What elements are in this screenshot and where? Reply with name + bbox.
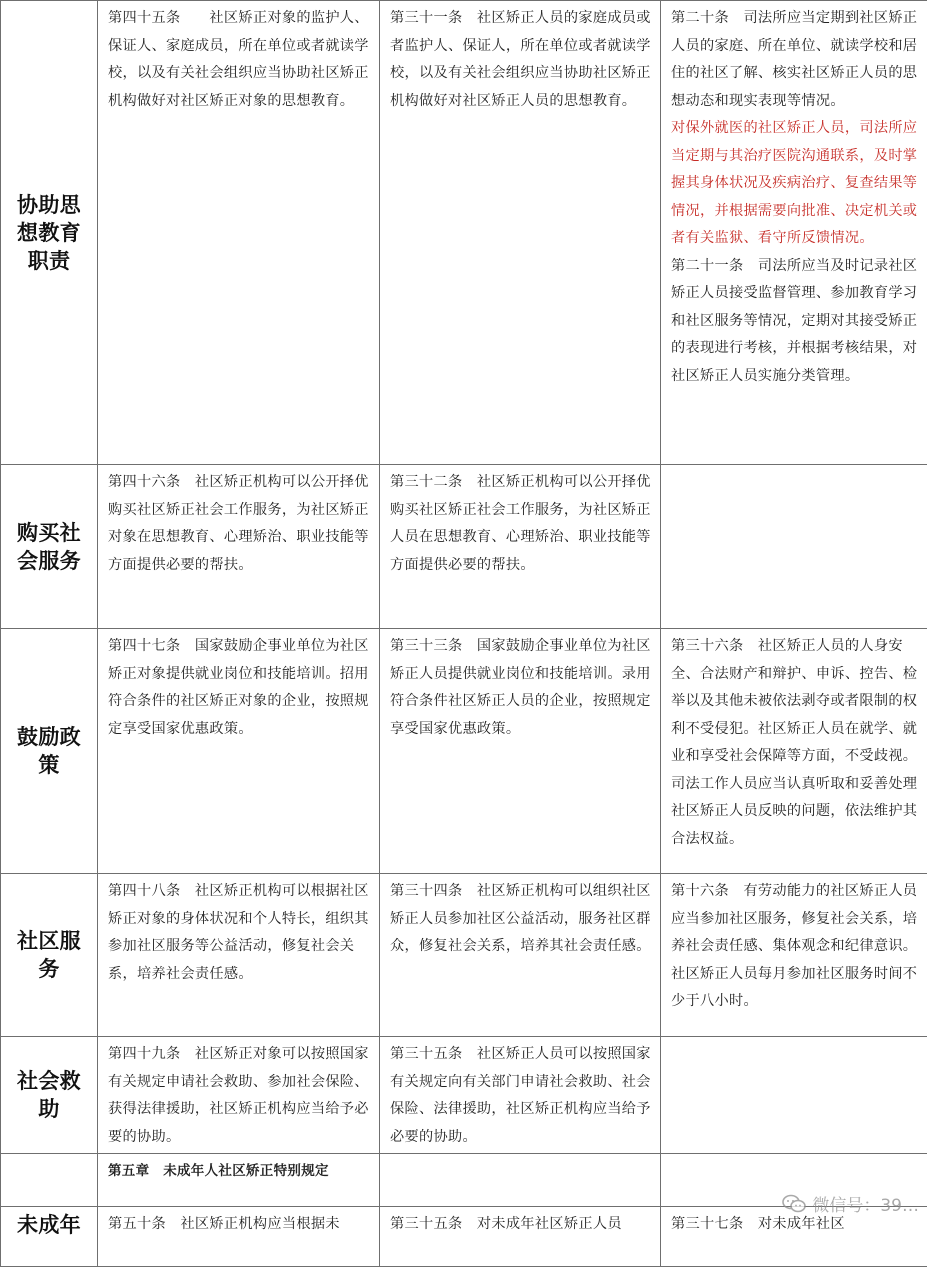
row-topic: 购买社会服务 [1, 465, 98, 629]
article-text: 第三十五条 对未成年社区矫正人员 [390, 1211, 652, 1239]
article-text: 第三十三条 国家鼓励企事业单位为社区矫正人员提供就业岗位和技能培训。录用符合条件社区矫正人员的企业，按照规定享受国家优惠政策。 [390, 633, 652, 743]
article-cell-old-measures [380, 1, 661, 465]
row-topic: 协助思想教育职责 [1, 1, 98, 465]
table-row [1, 1037, 927, 1154]
article-text: 第五十条 社区矫正机构应当根据未 [108, 1211, 371, 1239]
watermark [782, 1191, 919, 1216]
article-text: 第四十六条 社区矫正机构可以公开择优购买社区矫正社会工作服务，为社区矫正对象在思想教育、心理矫治、职业技能等方面提供必要的帮扶。 [108, 469, 371, 579]
chapter-heading: 第五章 未成年人社区矫正特别规定 [108, 1158, 371, 1186]
article-cell-implementation [661, 465, 927, 629]
table-row [1, 465, 927, 629]
article-text: 第十六条 有劳动能力的社区矫正人员应当参加社区服务，修复社会关系，培养社会责任感、集体观念和纪律意识。社区矫正人员每月参加社区服务时间不少于八小时。 [671, 878, 919, 1016]
article-cell-old-measures [380, 629, 661, 874]
article-cell-implementation [661, 874, 927, 1037]
row-topic: 社区服务 [1, 874, 98, 1037]
article-text: 第四十七条 国家鼓励企事业单位为社区矫正对象提供就业岗位和技能培训。招用符合条件的社区矫正对象的企业，按照规定享受国家优惠政策。 [108, 633, 371, 743]
watermark-text: 微信号：39… [812, 1191, 919, 1216]
article-text: 第二十一条 司法所应当及时记录社区矫正人员接受监督管理、参加教育学习和社区服务等情况，定期对其接受矫正的表现进行考核，并根据考核结果，对社区矫正人员实施分类管理。 [671, 253, 919, 391]
article-text: 第三十二条 社区矫正机构可以公开择优购买社区矫正社会工作服务，为社区矫正人员在思想教育、心理矫治、职业技能等方面提供必要的帮扶。 [390, 469, 652, 579]
wechat-icon [782, 1194, 806, 1214]
row-topic [1, 1154, 98, 1207]
article-cell-old-measures [380, 1154, 661, 1207]
article-text: 第三十六条 社区矫正人员的人身安全、合法财产和辩护、申诉、控告、检举以及其他未被依法剥夺或者限制的权利不受侵犯。社区矫正人员在就学、就业和享受社会保障等方面，不受歧视。 [671, 633, 919, 771]
row-topic: 社会救助 [1, 1037, 98, 1154]
article-cell-old-measures [380, 1037, 661, 1154]
article-text: 第三十五条 社区矫正人员可以按照国家有关规定向有关部门申请社会救助、社会保险、法律援助，社区矫正机构应当给予必要的协助。 [390, 1041, 652, 1151]
article-cell-old-measures [380, 1207, 661, 1267]
table-row [1, 629, 927, 874]
article-cell-old-measures [380, 874, 661, 1037]
article-cell-new-law [98, 1207, 380, 1267]
article-cell-implementation [661, 1037, 927, 1154]
article-cell-implementation [661, 629, 927, 874]
article-text: 第四十八条 社区矫正机构可以根据社区矫正对象的身体状况和个人特长，组织其参加社区服务等公益活动，修复社会关系，培养社会责任感。 [108, 878, 371, 988]
article-text: 第四十五条 社区矫正对象的监护人、保证人、家庭成员，所在单位或者就读学校，以及有关社会组织应当协助社区矫正机构做好对社区矫正对象的思想教育。 [108, 5, 371, 115]
article-cell-implementation [661, 1, 927, 465]
article-text: 第三十四条 社区矫正机构可以组织社区矫正人员参加社区公益活动，服务社区群众，修复社会关系，培养其社会责任感。 [390, 878, 652, 961]
article-text: 第二十条 司法所应当定期到社区矫正人员的家庭、所在单位、就读学校和居住的社区了解、核实社区矫正人员的思想动态和现实表现等情况。 [671, 5, 919, 115]
row-topic: 未成年 [1, 1207, 98, 1267]
row-topic: 鼓励政策 [1, 629, 98, 874]
article-cell-old-measures [380, 465, 661, 629]
article-text: 第四十九条 社区矫正对象可以按照国家有关规定申请社会救助、参加社会保险、获得法律援助，社区矫正机构应当给予必要的协助。 [108, 1041, 371, 1151]
article-text: 司法工作人员应当认真听取和妥善处理社区矫正人员反映的问题，依法维护其合法权益。 [671, 771, 919, 854]
article-cell-new-law [98, 629, 380, 874]
article-text: 第三十一条 社区矫正人员的家庭成员或者监护人、保证人，所在单位或者就读学校，以及有关社会组织应当协助社区矫正机构做好对社区矫正人员的思想教育。 [390, 5, 652, 115]
article-cell-new-law [98, 465, 380, 629]
table-row [1, 874, 927, 1037]
article-text-highlighted: 对保外就医的社区矫正人员，司法所应当定期与其治疗医院沟通联系，及时掌握其身体状况及疾病治疗、复查结果等情况，并根据需要向批准、决定机关或者有关监狱、看守所反馈情况。 [671, 115, 919, 253]
article-cell-new-law [98, 1037, 380, 1154]
chapter-heading-cell [98, 1154, 380, 1207]
article-text: 第三十七条 对未成年社区 [671, 1211, 919, 1239]
article-cell-new-law [98, 874, 380, 1037]
article-cell-new-law [98, 1, 380, 465]
table-row [1, 1, 927, 465]
